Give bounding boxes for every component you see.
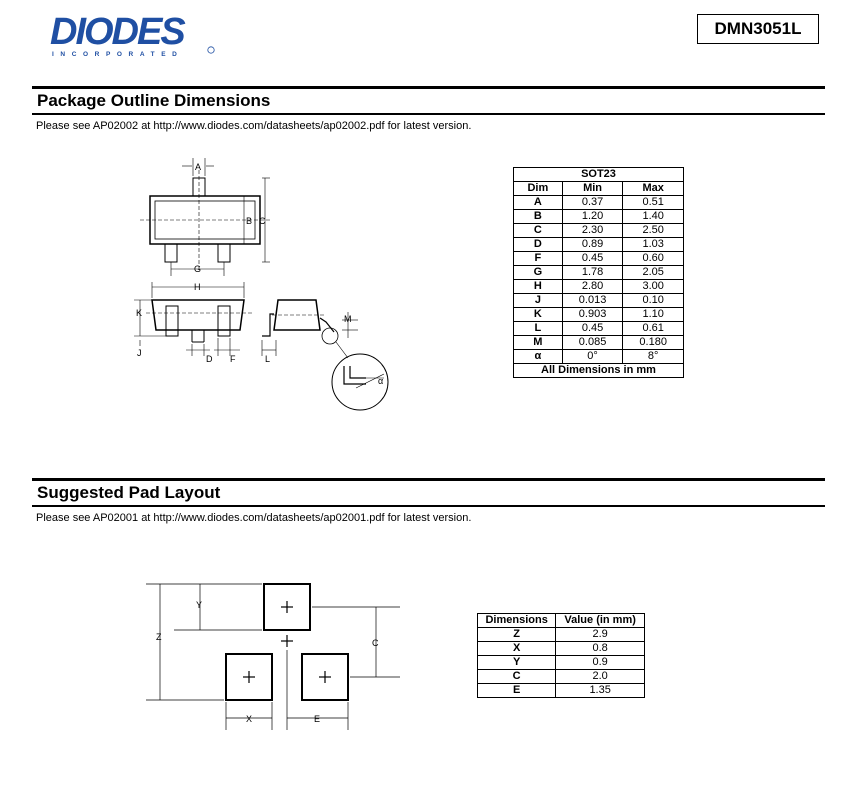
pad-header-value: Value (in mm) (556, 614, 645, 628)
table-row: G 1.78 2.05 (514, 266, 684, 280)
logo-wordmark: DIODES (50, 11, 184, 53)
table-row: J 0.013 0.10 (514, 294, 684, 308)
registered-mark-icon (208, 47, 214, 53)
table-row: M 0.085 0.180 (514, 336, 684, 350)
dim-label-g: G (194, 264, 202, 274)
table-row: F 0.45 0.60 (514, 252, 684, 266)
sot23-table-footer: All Dimensions in mm (514, 364, 684, 378)
package-section-title: Package Outline Dimensions (37, 91, 271, 110)
pad-label-e: E (314, 714, 321, 724)
sot23-table-title: SOT23 (514, 168, 684, 182)
table-row: B 1.20 1.40 (514, 210, 684, 224)
table-row: E 1.35 (478, 684, 645, 698)
package-note: Please see AP02002 at http://www.diodes.com/datasheets/ap02002.pdf for latest version. (36, 120, 472, 132)
diodes-logo (48, 10, 218, 58)
pad-header-dimensions: Dimensions (478, 614, 556, 628)
dim-label-a: A (195, 162, 202, 172)
top-view-lead-top (193, 178, 205, 196)
dim-label-d: D (206, 354, 213, 364)
pad-label-c: C (372, 638, 379, 648)
table-row: A 0.37 0.51 (514, 196, 684, 210)
section-rule-top (32, 86, 825, 89)
dim-label-k: K (136, 308, 143, 318)
dim-label-l: L (265, 354, 271, 364)
pad-section-rule-top (32, 478, 825, 481)
dim-label-f: F (230, 354, 236, 364)
table-row: Y 0.9 (478, 656, 645, 670)
package-outline-drawing (130, 150, 400, 440)
pad-section-rule-bottom (32, 505, 825, 507)
table-row: D 0.89 1.03 (514, 238, 684, 252)
pad-note: Please see AP02001 at http://www.diodes.com/datasheets/ap02001.pdf for latest version. (36, 512, 472, 524)
table-row: C 2.30 2.50 (514, 224, 684, 238)
top-view-lead-right (218, 244, 230, 262)
dim-label-j: J (137, 348, 142, 358)
dim-label-h: H (194, 282, 201, 292)
pad-layout-drawing (140, 570, 410, 740)
sot23-dimensions-table (513, 167, 684, 378)
table-row: K 0.903 1.10 (514, 308, 684, 322)
dim-label-m: M (344, 314, 352, 324)
pad-dimensions-table (477, 613, 645, 698)
sot23-header-dim: Dim (514, 182, 563, 196)
logo-subtext: INCORPORATED (52, 51, 184, 58)
pad-label-x: X (246, 714, 253, 724)
dim-label-c: C (259, 216, 266, 226)
dim-label-b: B (246, 216, 253, 226)
table-row: X 0.8 (478, 642, 645, 656)
sot23-header-max: Max (623, 182, 684, 196)
table-row: H 2.80 3.00 (514, 280, 684, 294)
part-number-box: DMN3051L (697, 14, 819, 44)
section-rule-bottom (32, 113, 825, 115)
table-row: α 0° 8° (514, 350, 684, 364)
pad-label-z: Z (156, 632, 162, 642)
table-row: Z 2.9 (478, 628, 645, 642)
table-row: L 0.45 0.61 (514, 322, 684, 336)
sot23-header-min: Min (562, 182, 623, 196)
top-view-lead-left (165, 244, 177, 262)
pad-label-y: Y (196, 600, 203, 610)
pad-section-title: Suggested Pad Layout (37, 483, 221, 502)
dim-label-alpha: α (378, 376, 384, 386)
table-row: C 2.0 (478, 670, 645, 684)
